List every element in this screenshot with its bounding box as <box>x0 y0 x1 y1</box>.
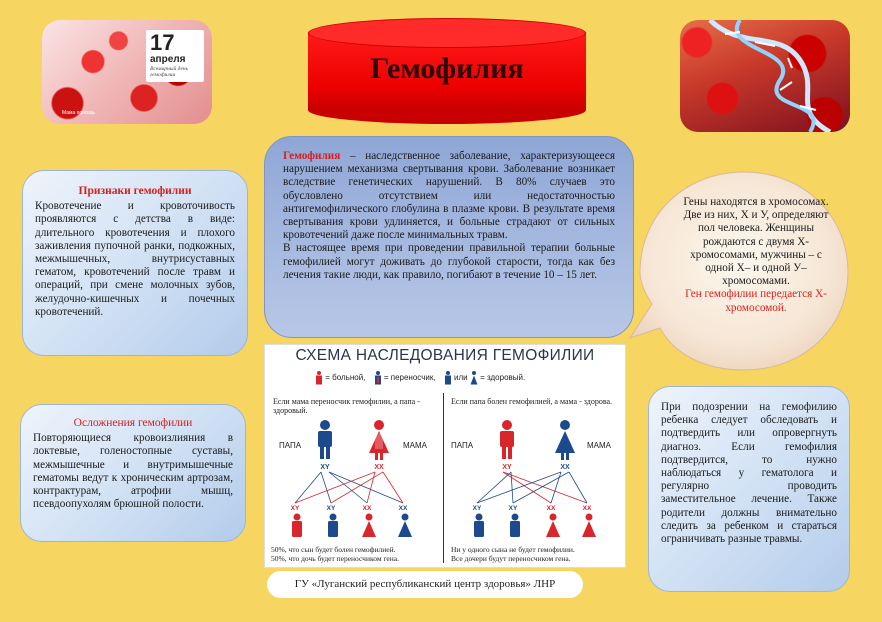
legend-sick-icon <box>315 371 323 385</box>
right-child-4-figure <box>582 514 596 538</box>
right-result-2: Все дочери будут переносчиком гена. <box>451 554 571 563</box>
signs-bubble <box>22 170 248 356</box>
genes-red-text: Ген гемофилии передается Х-хромосомой. <box>685 288 827 314</box>
right-papa-label: ПАПА <box>451 441 474 450</box>
genes-text-block <box>676 196 836 346</box>
right-child-3-figure <box>546 514 560 538</box>
right-child-2-figure <box>510 514 520 538</box>
left-child-4-figure <box>398 514 412 538</box>
left-papa-label: ПАПА <box>279 441 302 450</box>
scheme-divider <box>443 393 444 563</box>
scheme-title: СХЕМА НАСЛЕДОВАНИЯ ГЕМОФИЛИИ <box>295 347 595 364</box>
left-child-2-figure <box>328 514 338 538</box>
right-child-1-figure <box>474 514 484 538</box>
right-mother-chrom: XX <box>560 464 570 471</box>
signs-text: Кровотечение и кровоточивость проявляются с детства в виде: длительного кровотечения и плохого заживления пупочной ранки, подкожных, межмышечных, внутрисуставных гематом, кровотечений после травм и операций, при смене молочных зубов, желудочно-кишечных и почечных кровотечений. <box>35 200 235 318</box>
legend-carrier-icon <box>374 371 382 385</box>
scheme-right-caption: Если папа болен гемофилией, а мама - здорова. <box>451 397 613 406</box>
left-father-chrom: XY <box>320 464 330 471</box>
right-mama-label: МАМА <box>587 441 611 450</box>
left-mother-figure <box>369 420 389 460</box>
left-child-3-chrom: XX <box>362 505 372 512</box>
suspicion-bubble <box>648 386 850 592</box>
scheme-legend <box>315 371 615 387</box>
dna-image <box>680 20 850 132</box>
left-father-figure <box>318 420 332 459</box>
inheritance-scheme <box>264 344 626 568</box>
genes-text: Гены находятся в хромосомах. Две из них, Х и У, определяют пол человека. Женщины рождаются с двумя Х-хромосомами, мужчины – с одной Х– и одной У–хромосомами. <box>683 196 829 288</box>
right-child-2-chrom: XY <box>508 505 518 512</box>
left-children-figures <box>267 513 443 549</box>
watermark: Мама помощь <box>62 110 96 116</box>
legend-carrier: = переносчик, <box>383 373 436 383</box>
left-child-2-chrom: XY <box>326 505 336 512</box>
left-mother-chrom: XX <box>374 464 384 471</box>
right-father-chrom: XY <box>502 464 512 471</box>
definition-text: – наследственное заболевание, характеризующееся нарушением механизма свертывания крови. Заболевание возникает вследствие генетических нарушений. В 80% случаев это обусловлено отсутствием или недостаточностью антигемофилического глобулина в плазме крови. В результате время свертывания крови удлиняется, и больные страдают от сильных кровотечений даже после минимальных травм. <box>283 150 615 242</box>
complications-title: Осложнения гемофилии <box>73 417 193 429</box>
right-result-1: Ни у одного сына не будет гемофилии. <box>451 545 575 554</box>
complications-bubble <box>20 404 246 542</box>
definition-para2: В настоящее время при проведении правильной терапии больные гемофилией могут доживать до глубокой старости, тогда как без лечения такие люди, как правило, погибают в течение 10 – 15 лет. <box>283 242 615 281</box>
signs-title: Признаки гемофилии <box>78 185 192 197</box>
badge-month: апреля <box>150 54 186 65</box>
right-children-figures <box>447 513 623 549</box>
suspicion-text: При подозрении на гемофилию ребенка следует обследовать и подтвердить или опровергнуть диагноз. Если гемофилия подтвердится, то нужно наблюдаться у гематолога и регулярно проводить заместительное лечение. Также родители должны внимательно следить за ребенком и стараться ограничивать разные травмы. <box>661 401 837 546</box>
left-result-1: 50%, что сын будет болен гемофилией. <box>271 545 396 554</box>
left-child-4-chrom: XX <box>398 505 408 512</box>
left-child-1-figure <box>292 514 302 538</box>
dna-helix-icon <box>680 20 850 132</box>
right-child-3-chrom: XX <box>546 505 556 512</box>
complications-text: Повторяющиеся кровоизлияния в локтевые, голеностопные суставы, межмышечные и внутримышечные гематомы ведут к хроническим артрозам, контрактурам, атрофии мышц, псевдоопухолям брюшной полости. <box>33 432 233 511</box>
legend-sick: = больной, <box>325 373 366 383</box>
scheme-left-caption: Если мама переносчик гемофилии, а папа - здоровый. <box>273 397 420 415</box>
right-father-figure <box>500 420 514 459</box>
legend-or: или <box>454 373 468 383</box>
badge-day: 17 <box>150 30 175 55</box>
legend-healthy-female-icon <box>470 371 478 385</box>
left-mama-label: МАМА <box>403 441 427 450</box>
page-title: Гемофилия <box>370 52 524 85</box>
date-badge <box>146 30 204 82</box>
legend-healthy: = здоровый. <box>480 373 526 383</box>
badge-caption: Всемирный день гемофилии <box>150 66 189 78</box>
definition-term: Гемофилия <box>283 150 341 162</box>
definition-bubble <box>264 136 634 338</box>
left-child-3-figure <box>362 514 376 538</box>
left-child-1-chrom: XY <box>290 505 300 512</box>
blood-cells-image <box>42 20 212 124</box>
right-child-4-chrom: XX <box>582 505 592 512</box>
right-child-1-chrom: XY <box>472 505 482 512</box>
right-mother-figure <box>555 420 575 460</box>
left-result-2: 50%, что дочь будет переносчиком гена. <box>271 554 399 563</box>
footer-organization: ГУ «Луганский республиканский центр здоровья» ЛНР <box>267 571 583 598</box>
legend-healthy-male-icon <box>444 371 452 385</box>
